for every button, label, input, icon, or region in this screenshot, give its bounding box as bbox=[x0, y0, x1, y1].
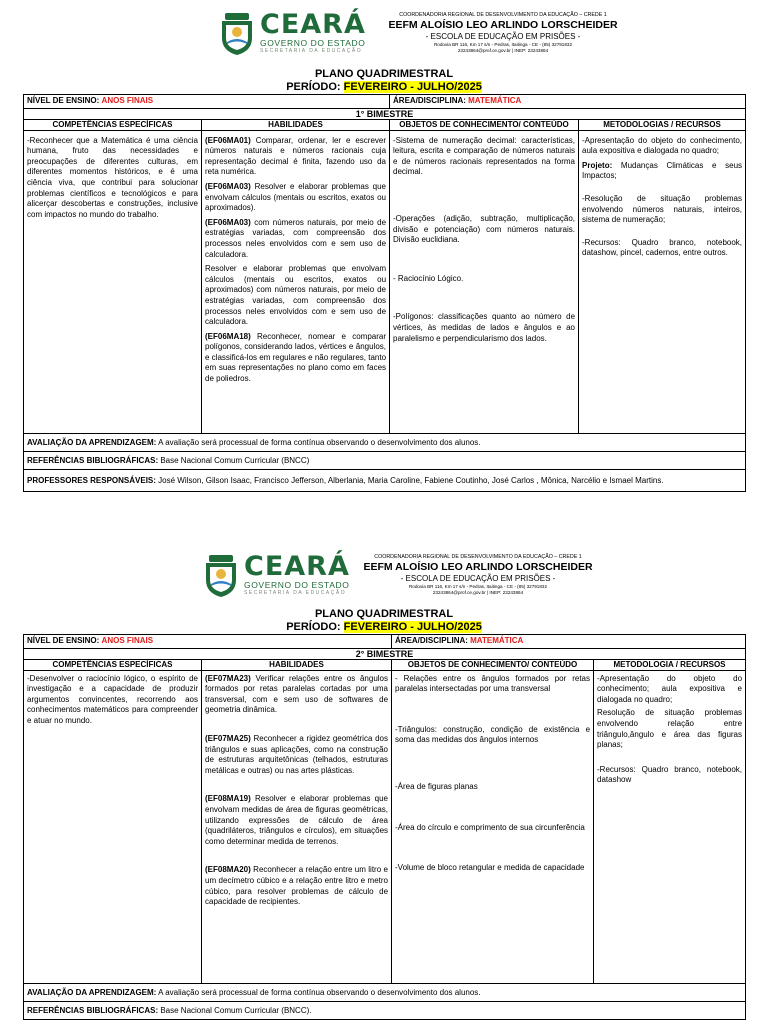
nivel-cell bbox=[24, 95, 390, 109]
metodologia-item: Resolução de situação problemas envolvendo relação entre triângulo,ângulo e área das figuras planas; bbox=[597, 708, 743, 750]
area-label: ÁREA/DISCIPLINA: bbox=[393, 96, 466, 105]
competencias-cell bbox=[24, 130, 202, 433]
info-row bbox=[24, 635, 746, 649]
school-contact: 23243864@prof.ce.gov.br | INEP: 23243864 bbox=[457, 48, 549, 53]
metodologias-cell bbox=[579, 130, 746, 433]
column-headers bbox=[24, 659, 746, 670]
referencias-text: Base Nacional Comum Curricular (BNCC) bbox=[158, 455, 310, 465]
brand-government: GOVERNO DO ESTADO bbox=[260, 38, 366, 48]
content-row bbox=[24, 670, 746, 983]
coordenadoria: COORDENADORIA REGIONAL DE DESENVOLVIMENTO DA EDUCAÇÃO – CREDE 1 bbox=[399, 12, 607, 18]
info-row bbox=[24, 95, 746, 109]
habilidade-item: (EF07MA25) Reconhecer a rigidez geométrica dos triângulos e suas aplicações, como na construção de estruturas arquitetônicas (telhados, estruturas metálicas e outras) ou nas artes plásticas. bbox=[205, 733, 389, 775]
objeto-item: - Raciocínio Lógico. bbox=[393, 273, 464, 283]
coordenadoria: COORDENADORIA REGIONAL DE DESENVOLVIMENTO DA EDUCAÇÃO – CREDE 1 bbox=[374, 554, 582, 560]
page-header bbox=[23, 548, 745, 608]
school-info bbox=[373, 12, 633, 54]
habilidade-item: (EF06MA18) Reconhecer, nomear e comparar polígonos, considerando lados, vértices e ângulos, e classificá-los em regulares e não regulares, tanto em suas representações no plano como em faces de poliedros. bbox=[205, 331, 387, 384]
period-value: FEVEREIRO - JULHO/2025 bbox=[343, 81, 482, 93]
col-habilidades: HABILIDADES bbox=[202, 119, 390, 130]
document-page-2 bbox=[23, 548, 745, 1020]
bimestre-heading: 1° BIMESTRE bbox=[24, 108, 746, 119]
col-competencias: COMPETÊNCIAS ESPECÍFICAS bbox=[24, 119, 202, 130]
brand-secretariat: SECRETARIA DA EDUCAÇÃO bbox=[260, 48, 363, 54]
school-type: - ESCOLA DE EDUCAÇÃO EM PRISÕES - bbox=[425, 32, 581, 41]
nivel-label: NÍVEL DE ENSINO: bbox=[27, 96, 100, 105]
habilidade-item: (EF06MA03) com números naturais, por meio de estratégias variadas, com compreensão dos processos neles envolvidos com e sem uso de calculadora. bbox=[205, 217, 387, 259]
referencias-row: REFERÊNCIAS BIBLIOGRÁFICAS: Base Nacional Comum Curricular (BNCC) bbox=[24, 451, 746, 469]
bimestre-heading: 2° BIMESTRE bbox=[24, 648, 746, 659]
competencias-text: -Reconhecer que a Matemática é uma ciência humana, fruto das necessidades e preocupações de diferentes culturas, em diferentes momentos históricos, e é uma ciência viva, que contribui para solucionar problemas científicos e tecnológicos e para alicerçar descobertas e construções, inclusive com impactos no mundo do trabalho. bbox=[27, 135, 198, 219]
area-cell bbox=[390, 95, 746, 109]
objeto-item: -Polígonos: classificações quanto ao número de vértices, às medidas de lados e ângulos e ao paralelismo e perpendicularismo dos lados. bbox=[393, 312, 576, 343]
area-label: ÁREA/DISCIPLINA: bbox=[395, 636, 468, 645]
col-metodologias: METODOLOGIA / RECURSOS bbox=[594, 659, 746, 670]
period-label: PERÍODO: bbox=[286, 81, 341, 93]
school-contact: 23243864@prof.ce.gov.br | INEP: 23243864 bbox=[432, 590, 524, 595]
avaliacao-text: A avaliação será processual de forma contínua observando o desenvolvimento dos alunos. bbox=[156, 987, 481, 997]
avaliacao-row: AVALIAÇÃO DA APRENDIZAGEM: A avaliação será processual de forma contínua observando o desenvolvimento dos alunos. bbox=[24, 433, 746, 451]
metodologia-item: -Recursos: Quadro branco, notebook, datashow, pincel, cadernos, entre outros. bbox=[582, 237, 743, 258]
state-seal-icon bbox=[219, 12, 255, 56]
avaliacao-row: AVALIAÇÃO DA APRENDIZAGEM: A avaliação será processual de forma contínua observando o desenvolvimento dos alunos. bbox=[24, 983, 746, 1001]
plan-table-2 bbox=[23, 634, 746, 1020]
metodologia-item: -Recursos: Quadro branco, notebook, datashow bbox=[597, 764, 743, 785]
professores-text: José Wilson, Gilson Isaac, Francisco Jefferson, Alberlania, Maria Caroline, Fabiene Coutinho, José Carlos , Mônica, Narcélio e Ismael Martins. bbox=[155, 475, 664, 485]
avaliacao-text: A avaliação será processual de forma contínua observando o desenvolvimento dos alunos. bbox=[156, 437, 481, 447]
area-value: MATEMÁTICA bbox=[470, 636, 524, 645]
projeto-item: Projeto: Mudanças Climáticas e seus Impactos; bbox=[582, 160, 743, 181]
habilidade-item: (EF07MA23) Verificar relações entre os ângulos formados por retas paralelas cortadas por uma transversal, com e sem uso de softwares de geometria dinâmica. bbox=[205, 673, 389, 715]
school-address: Rodovia BR 116, Km 17 s/n - Pedras, Itaitinga - CE - (85) 32791832 bbox=[408, 584, 548, 589]
school-name: EEFM ALOÍSIO LEO ARLINDO LORSCHEIDER bbox=[363, 561, 593, 573]
brand-secretariat: SECRETARIA DA EDUCAÇÃO bbox=[244, 590, 347, 596]
brand-name: CEARÁ bbox=[244, 551, 350, 582]
col-competencias: COMPETÊNCIAS ESPECÍFICAS bbox=[24, 659, 202, 670]
objetos-cell bbox=[392, 670, 594, 983]
objeto-item: -Triângulos: construção, condição de existência e soma das medidas dos ângulos internos bbox=[395, 724, 591, 745]
habilidade-item: (EF08MA19) Resolver e elaborar problemas que envolvam medidas de área de figuras geométricas, utilizando expressões de cálculo de área (quadriláteros, triângulos e círculos), em situações como determinar medida de terrenos. bbox=[205, 794, 389, 846]
objeto-item: -Volume de bloco retangular e medida de capacidade bbox=[395, 863, 585, 873]
metodologia-item: -Apresentação do objeto do conhecimento, aula expositiva e dialogada no quadro; bbox=[582, 135, 743, 156]
habilidade-item: Resolver e elaborar problemas que envolvam cálculos (mentais ou escritos, exatos ou aproximados) com números naturais, por meio de estratégias variadas, com compreensão dos processos neles envolvidos com e sem uso de calculadora. bbox=[205, 264, 387, 327]
page-header bbox=[23, 8, 745, 68]
plan-title: PLANO QUADRIMESTRAL bbox=[314, 608, 454, 620]
plan-title: PLANO QUADRIMESTRAL bbox=[314, 68, 454, 80]
brand-name: CEARÁ bbox=[260, 9, 366, 40]
objetos-cell bbox=[390, 130, 579, 433]
objeto-item: -Operações (adição, subtração, multiplicação, divisão e potenciação) com números naturais. Divisão euclidiana. bbox=[393, 213, 576, 245]
plan-period bbox=[23, 81, 745, 94]
state-seal-icon bbox=[203, 554, 239, 598]
objeto-item: -Sistema de numeração decimal: características, leitura, escrita e comparação de números naturais e de números racionais representados na forma decimal. bbox=[393, 135, 576, 177]
area-value: MATEMÁTICA bbox=[468, 96, 522, 105]
competencias-cell bbox=[24, 670, 202, 983]
column-headers bbox=[24, 119, 746, 130]
objeto-item: -Área do círculo e comprimento de sua circunferência bbox=[395, 822, 585, 832]
area-cell bbox=[392, 635, 746, 649]
ceara-logo bbox=[219, 9, 366, 56]
period-label: PERÍODO: bbox=[286, 621, 341, 633]
col-objetos: OBJETOS DE CONHECIMENTO/ CONTEÚDO bbox=[390, 119, 579, 130]
referencias-text: Base Nacional Comum Curricular (BNCC). bbox=[158, 1005, 312, 1015]
school-name: EEFM ALOÍSIO LEO ARLINDO LORSCHEIDER bbox=[388, 19, 618, 31]
nivel-value: ANOS FINAIS bbox=[101, 96, 154, 105]
professores-row: PROFESSORES RESPONSÁVEIS: José Wilson, Gilson Isaac, Francisco Jefferson, Alberlania, Maria Caroline, Fabiene Coutinho, José Carlos , Mônica, Narcélio e Ismael Martins. bbox=[24, 469, 746, 491]
habilidades-cell bbox=[202, 130, 390, 433]
col-habilidades: HABILIDADES bbox=[202, 659, 392, 670]
school-info bbox=[348, 554, 608, 596]
habilidades-cell bbox=[202, 670, 392, 983]
plan-period bbox=[23, 621, 745, 634]
competencias-text: -Desenvolver o raciocínio lógico, o espírito de investigação e a capacidade de produzir argumentos convincentes, recorrendo aos conhecimentos matemáticos para compreender e atuar no mundo. bbox=[27, 673, 198, 725]
content-row bbox=[24, 130, 746, 433]
habilidade-item: (EF06MA03) Resolver e elaborar problemas que envolvam cálculos (mentais ou escritos, exatos ou aproximados). bbox=[205, 181, 387, 213]
nivel-cell bbox=[24, 635, 392, 649]
metodologias-cell bbox=[594, 670, 746, 983]
school-type: - ESCOLA DE EDUCAÇÃO EM PRISÕES - bbox=[400, 574, 556, 583]
ceara-logo bbox=[203, 551, 350, 598]
habilidade-item: (EF08MA20) Reconhecer a relação entre um litro e um decímetro cúbico e a relação entre litro e metro cúbico, para resolver problemas de cálculo de capacidade de recipientes. bbox=[205, 865, 389, 907]
document-page-1 bbox=[23, 8, 745, 492]
nivel-label: NÍVEL DE ENSINO: bbox=[27, 636, 100, 645]
objeto-item: -Área de figuras planas bbox=[395, 781, 478, 791]
col-objetos: OBJETOS DE CONHECIMENTO/ CONTEÚDO bbox=[392, 659, 594, 670]
metodologia-item: -Apresentação do objeto do conhecimento; aula expositiva e dialogada no quadro; bbox=[597, 673, 743, 704]
plan-table-1 bbox=[23, 94, 746, 492]
nivel-value: ANOS FINAIS bbox=[101, 636, 154, 645]
school-address: Rodovia BR 116, Km 17 s/n - Pedras, Itaitinga - CE - (85) 32791832 bbox=[433, 42, 573, 47]
referencias-row: REFERÊNCIAS BIBLIOGRÁFICAS: Base Nacional Comum Curricular (BNCC). bbox=[24, 1001, 746, 1019]
brand-government: GOVERNO DO ESTADO bbox=[244, 580, 350, 590]
objeto-item: - Relações entre os ângulos formados por retas paralelas intersectadas por uma transversal bbox=[395, 673, 591, 694]
metodologia-item: -Resolução de situação problemas envolvendo números naturais, inteiros, sistema de numeração; bbox=[582, 193, 743, 225]
col-metodologias: METODOLOGIAS / RECURSOS bbox=[579, 119, 746, 130]
habilidade-item: (EF06MA01) Comparar, ordenar, ler e escrever números naturais e números racionais cuja representação decimal é finita, fazendo uso da reta numérica. bbox=[205, 135, 387, 177]
period-value: FEVEREIRO - JULHO/2025 bbox=[343, 621, 482, 633]
